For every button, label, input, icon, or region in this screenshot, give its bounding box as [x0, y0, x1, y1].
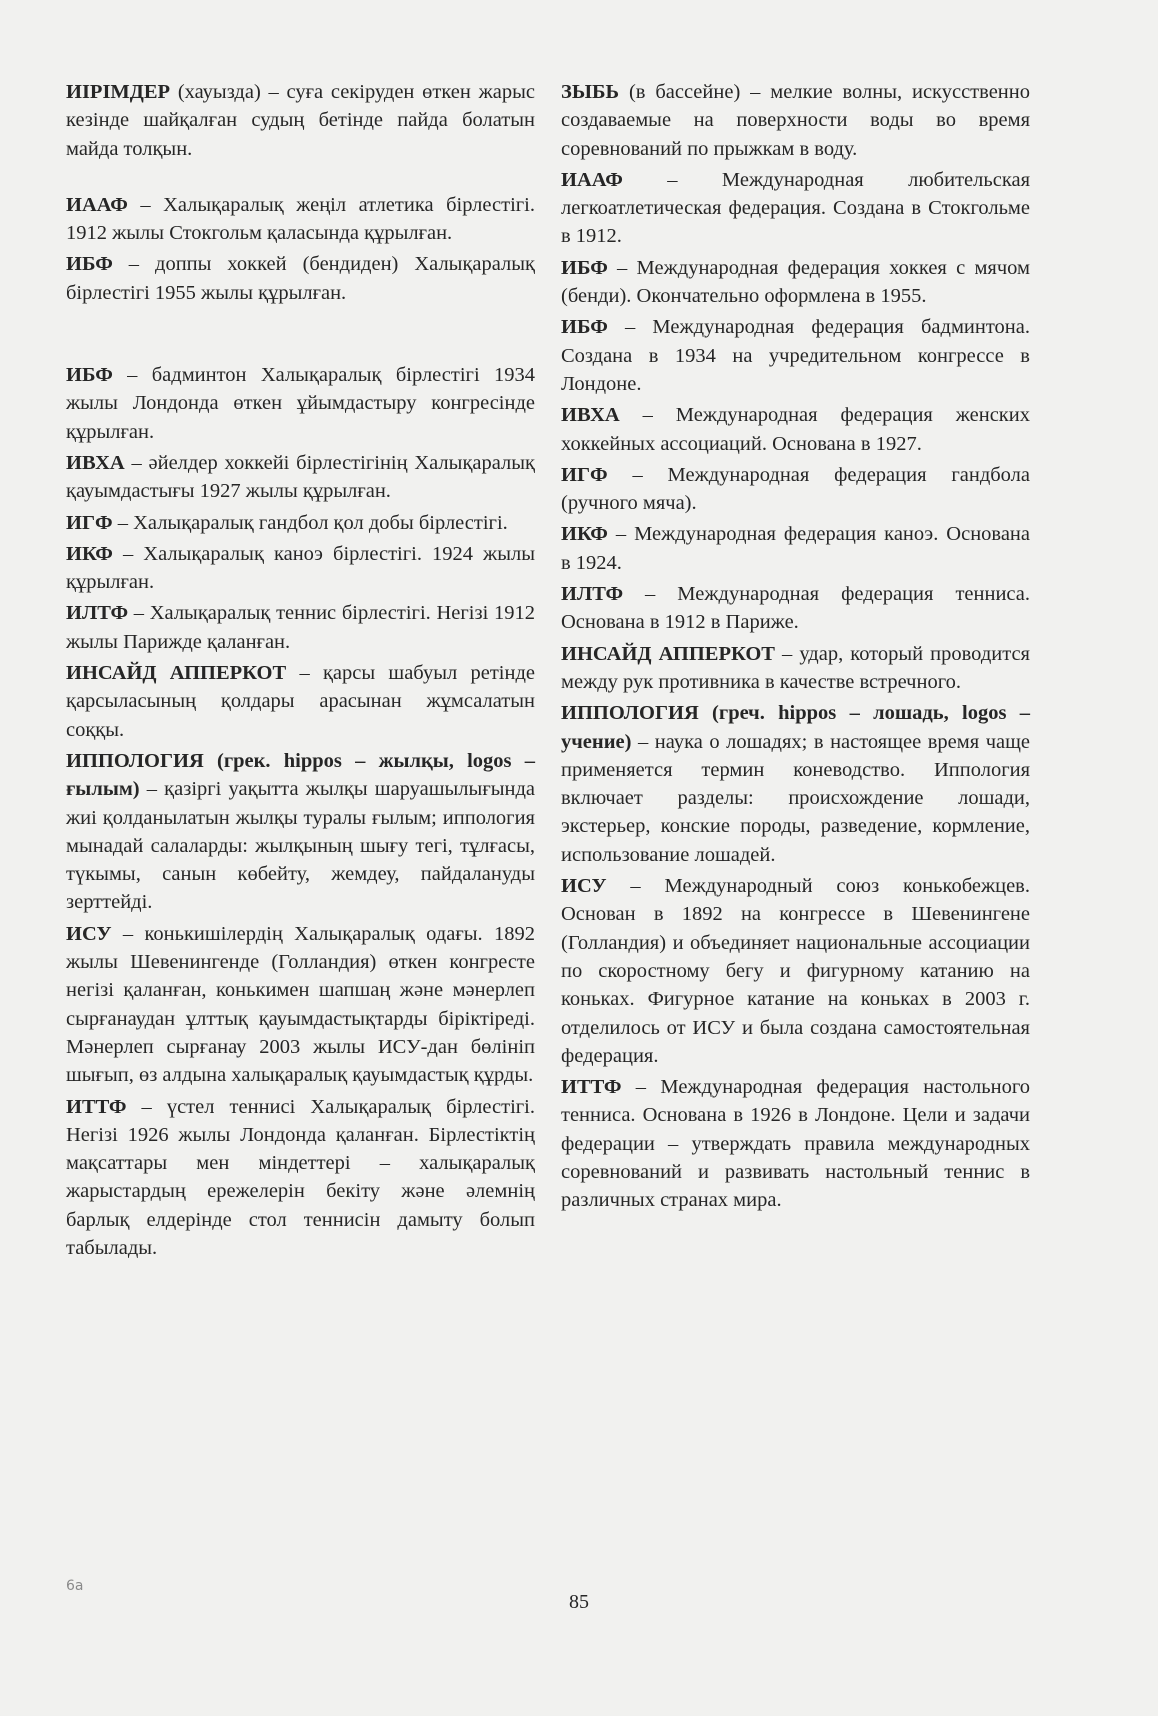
entry-left-4: [66, 449, 535, 506]
entry-text: (хауызда) – суға секіруден өткен жарыс кезінде шайқалған судың бетінде пайда болатын майда толқын.: [66, 81, 535, 160]
entry-term: ЗЫБЬ: [561, 81, 620, 103]
entry-term: ИППОЛОГИЯ (греч. hippos – лошадь, logos – учение): [561, 702, 1030, 753]
entry-term: ИКФ: [66, 542, 113, 565]
entry-right-0: [561, 78, 1030, 163]
entry-text: – Международная любительская легкоатлетическая федерация. Создана в Стокгольме в 1912.: [561, 168, 1030, 248]
entry-term: ИГФ: [66, 511, 113, 534]
entry-term: ИБФ: [66, 253, 113, 276]
entry-text: – Халықаралық теннис бірлестігі. Негізі 1912 жылы Парижде қаланған.: [66, 602, 535, 653]
entry-term: ИТТФ: [561, 1076, 622, 1099]
entry-right-1: [561, 166, 1030, 251]
entry-left-1: [66, 191, 535, 248]
entry-text: – Международная федерация гандбола (ручного мяча).: [561, 463, 1030, 515]
entry-term: ИБФ: [66, 364, 113, 387]
page-number: 85: [569, 1591, 589, 1613]
entry-term: ИБФ: [561, 256, 608, 279]
entry-text: – қарсы шабуыл ретінде қарсыласының қолдары арасынан жұмсалатын соққы.: [66, 662, 535, 741]
entry-left-9: [66, 747, 535, 917]
entry-text: – конькишілердің Халықаралық одағы. 1892 жылы Шевенингенде (Голландия) өткен конгресте негізі қаланған, конькимен шапшаң және мәнерлеп сырғанаудан ұлттық қауымдастықтарды біріктіреді. Мәнерлеп сырғанау 2003 жылы ИСУ-дан бөлініп шығып, өз алдына халықаралық қауымдастық құрды.: [66, 922, 535, 1087]
corner-mark: 6a: [66, 1578, 84, 1594]
entry-text: – үстел теннисі Халықаралық бірлестігі. Негізі 1926 жылы Лондонда қаланған. Бірлестіктің мақсаттары мен міндеттері – халықаралық жарыстардың ережелерін бекіту және әлемнің барлық елдерінде стол теннисін дамыту болып табылады.: [66, 1095, 535, 1259]
russian-column: [561, 78, 1030, 1218]
entry-term: ИВХА: [66, 451, 125, 474]
entry-term: ИВХА: [561, 404, 620, 427]
kazakh-column: [66, 78, 535, 1265]
entry-text: – наука о лошадях; в настоящее время чаще применяется термин коневодство. Иппология включает разделы: происхождение лошади, экстерьер, конские породы, разведение, кормление, использование лошадей.: [561, 730, 1030, 866]
entry-left-2: [66, 250, 535, 307]
entry-right-10: [561, 872, 1030, 1070]
entry-left-5: [66, 509, 535, 537]
entry-text: – удар, который проводится между рук противника в качестве встречного.: [561, 642, 1030, 693]
entry-term: ИААФ: [66, 193, 128, 216]
entry-term: ИНСАЙД АППЕРКОТ: [66, 662, 287, 685]
entry-text: – Международная федерация бадминтона. Создана в 1934 на учредительном конгрессе в Лондоне.: [561, 316, 1030, 395]
entry-term: ИЛТФ: [66, 602, 129, 625]
entry-text: – Международная федерация каноэ. Основана в 1924.: [561, 523, 1030, 574]
entry-left-6: [66, 540, 535, 597]
entry-left-11: [66, 1093, 535, 1263]
entry-text: – Международная федерация хоккея с мячом (бенди). Окончательно оформлена в 1955.: [561, 256, 1030, 308]
entry-text: – Международная федерация тенниса. Основана в 1912 в Париже.: [561, 583, 1030, 634]
entry-term: ИТТФ: [66, 1095, 127, 1118]
entry-text: – бадминтон Халықаралық бірлестігі 1934 жылы Лондонда өткен ұйымдастыру конгресінде құрылған.: [66, 364, 535, 443]
entry-text: – Международный союз конькобежцев. Основан в 1892 на конгрессе в Шевенингене (Голландия) и объединяет национальные ассоциации по скоростному бегу и фигурному катанию на коньках. Фигурное катание на коньках в 2003 г. отделилось от ИСУ и была создана самостоятельная федерация.: [561, 875, 1030, 1067]
entry-term: ИГФ: [561, 463, 608, 486]
entry-right-3: [561, 313, 1030, 398]
entry-text: (в бассейне) – мелкие волны, искусственно создаваемые на поверхности воды во время соревнований по прыжкам в воду.: [561, 81, 1030, 160]
entry-term: ИІРІМДЕР: [66, 81, 171, 103]
entry-term: ИСУ: [561, 875, 607, 898]
entry-text: – әйелдер хоккейі бірлестігінің Халықаралық қауымдастығы 1927 жылы құрылған.: [66, 451, 535, 503]
entry-right-9: [561, 699, 1030, 869]
entry-left-3: [66, 361, 535, 446]
entry-right-6: [561, 520, 1030, 577]
entry-right-7: [561, 580, 1030, 637]
entry-text: – Международная федерация женских хоккейных ассоциаций. Основана в 1927.: [561, 404, 1030, 455]
entry-text: – Халықаралық жеңіл атлетика бірлестігі. 1912 жылы Стокгольм қаласында құрылған.: [66, 193, 535, 245]
entry-right-4: [561, 401, 1030, 458]
entry-right-11: [561, 1073, 1030, 1214]
entry-text: – доппы хоккей (бендиден) Халықаралық бірлестігі 1955 жылы құрылған.: [66, 253, 535, 304]
entry-left-0: [66, 78, 535, 163]
entry-term: ИНСАЙД АППЕРКОТ: [561, 642, 775, 665]
entry-text: – қазіргі уақытта жылқы шаруашылығында жиі қолданылатын жылқы туралы ғылым; иппология мынадай салаларды: жылқының шығу тегі, тұлғасы, түкымы, санын көбейту, жемдеу, пайдалануды зерттейді.: [66, 778, 535, 914]
entry-text: – Халықаралық каноэ бірлестігі. 1924 жылы құрылған.: [66, 542, 535, 594]
entry-term: ИППОЛОГИЯ (грек. hippos – жылқы, logos – ғылым): [66, 749, 535, 801]
entry-term: ИКФ: [561, 523, 608, 546]
entry-term: ИСУ: [66, 922, 112, 945]
entry-left-8: [66, 659, 535, 744]
entry-left-7: [66, 599, 535, 656]
entry-term: ИБФ: [561, 316, 608, 339]
entry-term: ИААФ: [561, 168, 623, 191]
entry-text: – Международная федерация настольного тенниса. Основана в 1926 в Лондоне. Цели и задачи федерации – утверждать правила международных соревнований и развивать настольный теннис в различных странах мира.: [561, 1076, 1030, 1212]
entry-text: – Халықаралық гандбол қол добы бірлестігі.: [112, 511, 508, 534]
entry-right-5: [561, 461, 1030, 518]
entry-right-8: [561, 640, 1030, 697]
entry-term: ИЛТФ: [561, 583, 624, 606]
entry-right-2: [561, 254, 1030, 311]
entry-left-10: [66, 920, 535, 1090]
